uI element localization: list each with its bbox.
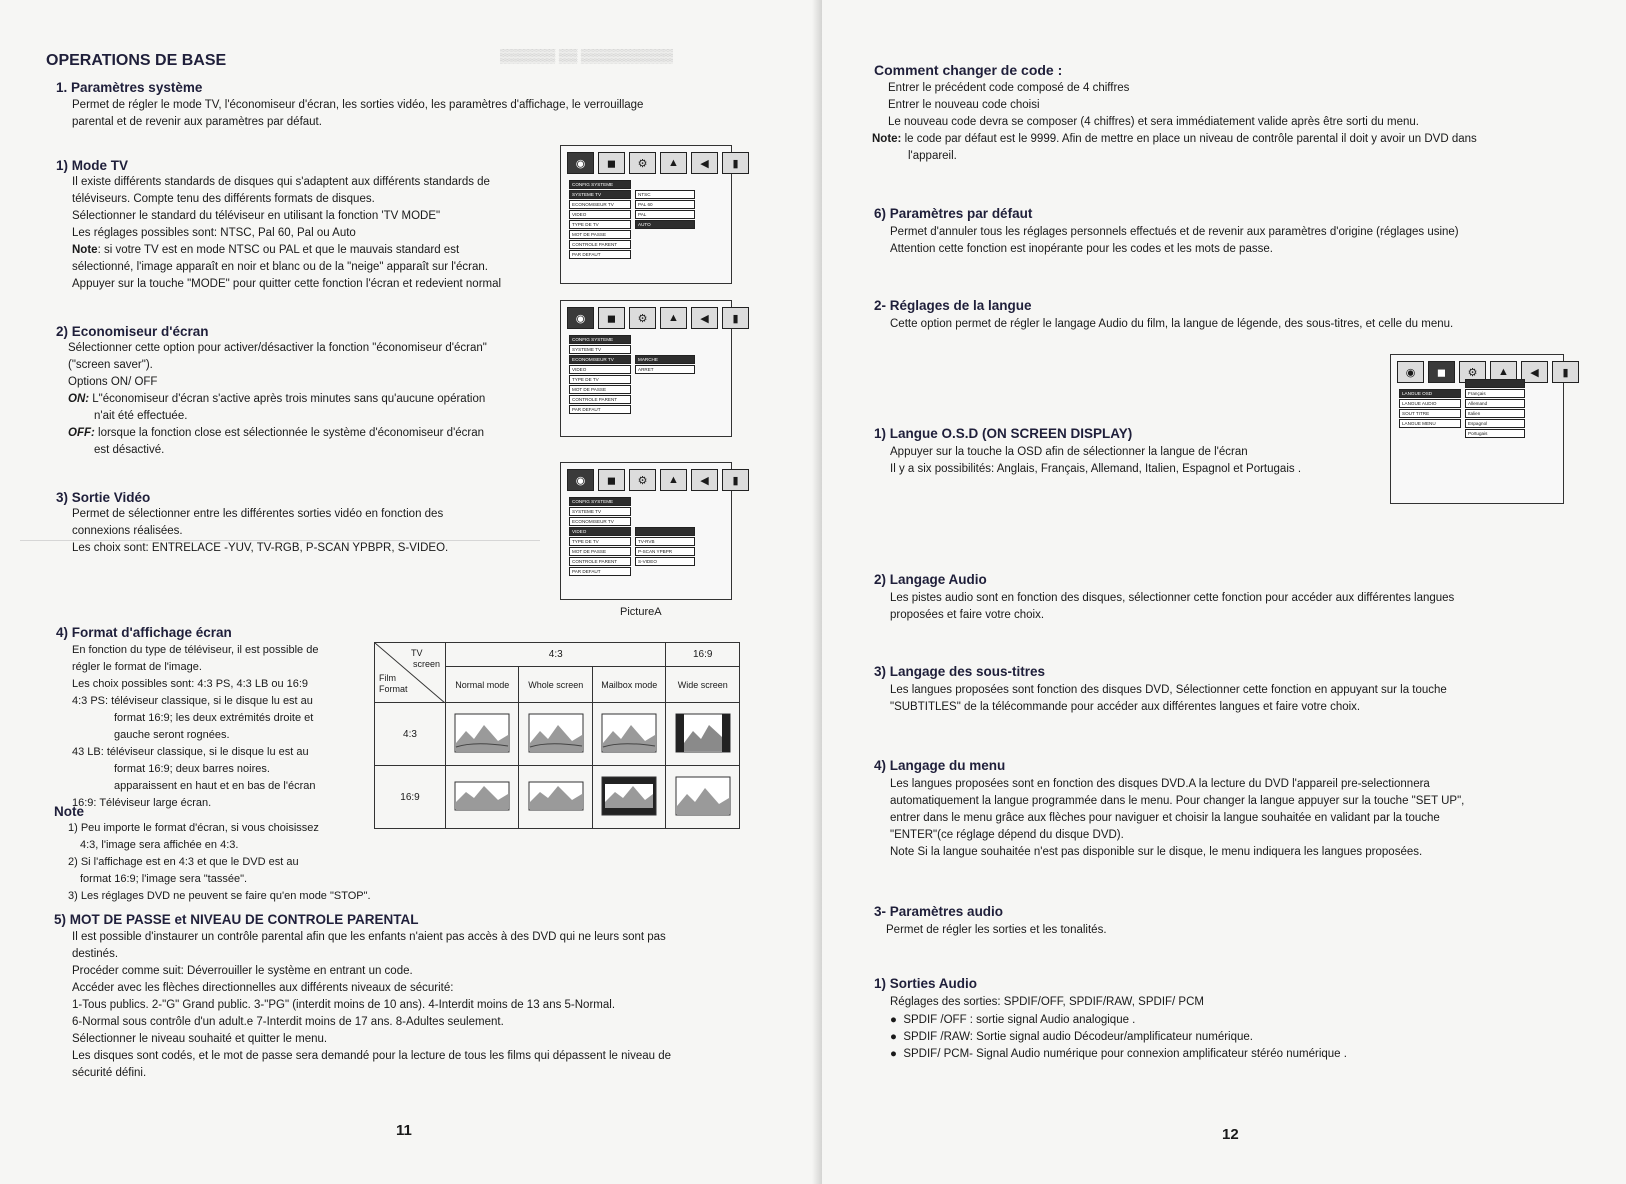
menu-row: ECONOMISEUR TV <box>569 517 631 526</box>
text-line: Procéder comme suit: Déverrouiller le système en entrant un code. <box>72 965 413 977</box>
section-body-audio-language <box>890 590 1610 624</box>
table-subheader: Normal mode <box>446 667 519 703</box>
landscape-thumbnail <box>675 776 731 816</box>
text-line: n'ait été effectuée. <box>94 410 188 422</box>
section-title-display-format: 4) Format d'affichage écran <box>56 625 232 640</box>
section-title-subtitles: 3) Langage des sous-titres <box>874 664 1046 679</box>
menu-row: LANGUE AUDIO <box>1399 399 1461 408</box>
table-subheader: Wide screen <box>666 667 740 703</box>
text-line: est désactivé. <box>94 444 165 456</box>
text-line: 3) Les réglages DVD ne peuvent se faire qu'en mode "STOP". <box>68 890 371 902</box>
section-body-display-format <box>72 642 372 812</box>
text-line: Permet de sélectionner entre les différentes sorties vidéo en fonction des <box>72 508 444 520</box>
menu-option: ARRET <box>635 365 695 374</box>
bullet-icon: ● <box>890 1014 904 1026</box>
text-line: parental et de revenir aux paramètres par défaut. <box>72 116 322 128</box>
menu-option: MARCHE <box>635 355 695 364</box>
landscape-thumbnail <box>528 713 584 753</box>
on-label: ON: <box>68 393 90 405</box>
text-line: "ENTER"(ce réglage dépend du disque DVD). <box>890 829 1124 841</box>
text-line: Le nouveau code devra se composer (4 chiffres) et sera immédiatement valide après être sorti du menu. <box>888 116 1419 128</box>
text-line: sélectionné, l'image apparaît en noir et blanc ou de la "neige" apparaît sur l'écran. <box>72 261 488 273</box>
audio-icon: ◀ <box>1521 361 1548 383</box>
text-line: ("screen saver"). <box>68 359 153 371</box>
menu-icon-bar <box>567 307 749 329</box>
landscape-thumbnail <box>528 776 584 816</box>
text-line: Sélectionner le niveau souhaité et quitter le menu. <box>72 1033 328 1045</box>
section-body-mode-tv <box>72 174 552 293</box>
section-body-language <box>890 316 1610 333</box>
page-number: 12 <box>1222 1126 1239 1143</box>
section-body-video-output <box>72 506 552 557</box>
section-title-language: 2- Réglages de la langue <box>874 298 1032 313</box>
gear-icon: ⚙ <box>629 152 656 174</box>
bleed-through: ▒▒▒▒▒▒ ▒▒ ▒▒▒▒▒▒▒▒▒▒ <box>500 48 674 63</box>
text-line: 6-Normal sous contrôle d'un adult.e 7-Interdit moins de 17 ans. 8-Adultes seulement. <box>72 1016 504 1028</box>
menu-row: TYPE DE TV <box>569 375 631 384</box>
menu-option: S-VIDEO <box>635 557 695 566</box>
menu-screenshot-video-output <box>560 462 739 600</box>
picture-caption: PictureA <box>620 606 662 618</box>
eq-icon: ▮ <box>722 307 749 329</box>
menu-row: ECONOMISEUR TV <box>569 200 631 209</box>
speaker-icon: ◼ <box>598 469 625 491</box>
menu-row: PAR DEFAUT <box>569 250 631 259</box>
text-line: Accéder avec les flèches directionnelles aux différents niveaux de sécurité: <box>72 982 454 994</box>
text-line: Note Si la langue souhaitée n'est pas disponible sur le disque, le menu indiquera les langues proposées. <box>890 846 1423 858</box>
text-line: lorsque la fonction close est sélectionnée le système d'économiseur d'écran <box>94 427 485 439</box>
gear-icon: ⚙ <box>629 469 656 491</box>
text-line: 4:3, l'image sera affichée en 4:3. <box>80 839 239 851</box>
menu-row: TYPE DE TV <box>569 220 631 229</box>
menu-option: NTSC <box>635 190 695 199</box>
picture-icon: ▲ <box>660 307 687 329</box>
text-line: Il est possible d'instaurer un contrôle parental afin que les enfants n'aient pas accès à des DVD qui ne leurs sont pas <box>72 931 666 943</box>
menu-option: PAL 60 <box>635 200 695 209</box>
text-line: Réglages des sorties: SPDIF/OFF, SPDIF/RAW, SPDIF/ PCM <box>890 996 1204 1008</box>
section-body-defaults <box>890 224 1610 258</box>
text-line: format 16:9; deux barres noires. <box>114 763 270 775</box>
corner-format-label: Format <box>379 684 408 694</box>
table-corner-cell <box>375 643 446 703</box>
thumb-cell <box>519 703 592 766</box>
menu-row: CONTROLE PARENT <box>569 395 631 404</box>
note-body <box>68 820 488 905</box>
thumb-cell <box>592 766 666 829</box>
table-header-16-9: 16:9 <box>666 643 740 667</box>
text-line: SPDIF /OFF : sortie signal Audio analogique . <box>903 1014 1136 1026</box>
note-label: Note: <box>872 133 902 145</box>
gear-icon: ⚙ <box>1459 361 1486 383</box>
table-header-4-3: 4:3 <box>446 643 666 667</box>
menu-option: Italien <box>1465 409 1525 418</box>
section-title-parental: 5) MOT DE PASSE et NIVEAU DE CONTROLE PARENTAL <box>54 912 419 927</box>
picture-icon: ▲ <box>1490 361 1517 383</box>
section-title-system: 1. Paramètres système <box>56 80 203 95</box>
table-row-header-4-3: 4:3 <box>375 703 446 766</box>
text-line: régler le format de l'image. <box>72 661 202 673</box>
menu-row: LANGUE OSD <box>1399 389 1461 398</box>
note-title: Note <box>54 804 84 819</box>
text-line: Les langues proposées sont fonction des disques DVD, Sélectionner cette fonction en appuyant sur la touche <box>890 684 1447 696</box>
text-line: Permet de régler les sorties et les tonalités. <box>886 924 1107 936</box>
text-line: L"économiseur d'écran s'active après trois minutes sans qu'aucune opération <box>89 393 486 405</box>
text-line: Les choix sont: ENTRELACE -YUV, TV-RGB, P-SCAN YPBPR, S-VIDEO. <box>72 542 449 554</box>
text-line: connexions réalisées. <box>72 525 183 537</box>
menu-row: CONTROLE PARENT <box>569 240 631 249</box>
landscape-thumbnail <box>601 713 657 753</box>
eq-icon: ▮ <box>722 152 749 174</box>
section-body-subtitles <box>890 682 1610 716</box>
speaker-icon: ◼ <box>598 152 625 174</box>
text-line: Entrer le nouveau code choisi <box>888 99 1040 111</box>
section-body-parental <box>72 929 772 1082</box>
section-body-menu-language <box>890 776 1615 861</box>
section-title-audio-params: 3- Paramètres audio <box>874 904 1004 919</box>
text-line: 2) Si l'affichage est en 4:3 et que le DVD est au <box>68 856 299 868</box>
menu-screenshot-screensaver <box>560 300 739 437</box>
menu-option: Espagnol <box>1465 419 1525 428</box>
menu-row: MOT DE PASSE <box>569 547 631 556</box>
table-subheader: Mailbox mode <box>592 667 666 703</box>
menu-row: SYSTEME TV <box>569 345 631 354</box>
menu-row: CONFIG SYSTEME <box>569 335 631 344</box>
menu-row: SYSTEME TV <box>569 190 631 199</box>
landscape-thumbnail-letterbox <box>601 776 657 816</box>
text-line: Sélectionner cette option pour activer/désactiver la fonction "économiseur d'écran" <box>68 342 487 354</box>
text-line: : si votre TV est en mode NTSC ou PAL et que le mauvais standard est <box>97 244 460 256</box>
menu-row: TYPE DE TV <box>569 537 631 546</box>
thumb-cell <box>446 703 519 766</box>
text-line: 1) Peu importe le format d'écran, si vous choisissez <box>68 822 319 834</box>
menu-option: TV-RVB <box>635 537 695 546</box>
text-line: Permet de régler le mode TV, l'économiseur d'écran, les sorties vidéo, les paramètres d'affichage, le verrouillage <box>72 99 644 111</box>
section-title-osd-language: 1) Langue O.S.D (ON SCREEN DISPLAY) <box>874 426 1133 441</box>
bullet-icon: ● <box>890 1048 904 1060</box>
menu-row: VIDEO <box>569 210 631 219</box>
text-line: l'appareil. <box>908 150 957 162</box>
gear-icon: ⚙ <box>629 307 656 329</box>
page-header: OPERATIONS DE BASE <box>46 52 227 69</box>
section-body-osd-language <box>890 444 1410 478</box>
disc-icon: ◉ <box>567 307 594 329</box>
menu-option: Portugais <box>1465 429 1525 438</box>
menu-row: MOT DE PASSE <box>569 230 631 239</box>
menu-option: Allemand <box>1465 399 1525 408</box>
menu-row: CONTROLE PARENT <box>569 557 631 566</box>
speaker-icon: ◼ <box>1428 361 1455 383</box>
speaker-icon: ◼ <box>598 307 625 329</box>
text-line: SPDIF /RAW: Sortie signal audio Décodeur/amplificateur numérique. <box>903 1031 1253 1043</box>
section-title-audio-outputs: 1) Sorties Audio <box>874 976 978 991</box>
table-row-header-16-9: 16:9 <box>375 766 446 829</box>
eq-icon: ▮ <box>722 469 749 491</box>
page-12 <box>822 0 1626 1184</box>
picture-icon: ▲ <box>660 469 687 491</box>
text-line: le code par défaut est le 9999. Afin de mettre en place un niveau de contrôle parental il doit y avoir un DVD dans <box>901 133 1477 145</box>
text-line: Il y a six possibilités: Anglais, Français, Allemand, Italien, Espagnol et Portugais . <box>890 463 1302 475</box>
text-line: Appuyer sur la touche la OSD afin de sélectionner la langue de l'écran <box>890 446 1248 458</box>
audio-icon: ◀ <box>691 469 718 491</box>
text-line: automatiquement la langue programmée dans le menu. Pour changer la langue appuyer sur la touche "SET UP", <box>890 795 1465 807</box>
text-line: 16:9: Téléviseur large écran. <box>72 797 212 809</box>
menu-option-highlight <box>635 527 695 536</box>
menu-option: P-SCAN YPBPR <box>635 547 695 556</box>
text-line: sécurité défini. <box>72 1067 147 1079</box>
menu-row: CONFIG SYSTEME <box>569 497 631 506</box>
text-line: Attention cette fonction est inopérante pour les codes et les mots de passe. <box>890 243 1273 255</box>
text-line: Entrer le précédent code composé de 4 chiffres <box>888 82 1130 94</box>
landscape-thumbnail <box>454 776 510 816</box>
menu-row: ECONOMISEUR TV <box>569 355 631 364</box>
menu-option: PAL <box>635 210 695 219</box>
section-title-audio-language: 2) Langage Audio <box>874 572 987 587</box>
landscape-thumbnail <box>454 713 510 753</box>
thumb-cell <box>666 766 740 829</box>
audio-icon: ◀ <box>691 307 718 329</box>
disc-icon: ◉ <box>567 152 594 174</box>
menu-option: AUTO <box>635 220 695 229</box>
thumb-cell <box>666 703 740 766</box>
menu-row: VIDEO <box>569 365 631 374</box>
text-line: Sélectionner le standard du téléviseur en utilisant la fonction 'TV MODE" <box>72 210 441 222</box>
menu-icon-bar <box>567 152 749 174</box>
text-line: Options ON/ OFF <box>68 376 158 388</box>
menu-row: PAR DEFAUT <box>569 567 631 576</box>
section-body-system <box>72 97 772 131</box>
table-subheader: Whole screen <box>519 667 592 703</box>
menu-row: CONFIG SYSTEME <box>569 180 631 189</box>
menu-row: VIDEO <box>569 527 631 536</box>
section-body-screensaver <box>68 340 548 459</box>
text-line: Les réglages possibles sont: NTSC, Pal 60, Pal ou Auto <box>72 227 356 239</box>
menu-row: SYSTEME TV <box>569 507 631 516</box>
section-body-change-code <box>872 80 1602 165</box>
text-line: téléviseurs. Compte tenu des différents formats de disques. <box>72 193 375 205</box>
text-line: Permet d'annuler tous les réglages personnels effectués et de revenir aux paramètres d'origine (réglages usine) <box>890 226 1459 238</box>
section-title-mode-tv: 1) Mode TV <box>56 158 129 173</box>
text-line: SPDIF/ PCM- Signal Audio numérique pour connexion amplificateur stéréo numérique . <box>903 1048 1347 1060</box>
text-line: Il existe différents standards de disques qui s'adaptent aux différents standards de <box>72 176 490 188</box>
menu-option: Français <box>1465 389 1525 398</box>
text-line: entrer dans le menu grâce aux flèches pour naviguer et choisir la langue souhaitée en validant par la touche <box>890 812 1440 824</box>
bullet-icon: ● <box>890 1031 904 1043</box>
text-line: apparaissent en haut et en bas de l'écran <box>114 780 316 792</box>
text-line: 4:3 PS: téléviseur classique, si le disque lu est au <box>72 695 313 707</box>
menu-row: PAR DEFAUT <box>569 405 631 414</box>
corner-film-label: Film <box>379 673 396 683</box>
corner-tv-label: TV <box>411 648 423 658</box>
section-body-audio-outputs <box>890 994 1610 1063</box>
text-line: 43 LB: téléviseur classique, si le disque lu est au <box>72 746 309 758</box>
menu-row: SOUT TITRE <box>1399 409 1461 418</box>
text-line: gauche seront rognées. <box>114 729 230 741</box>
text-line: Les choix possibles sont: 4:3 PS, 4:3 LB ou 16:9 <box>72 678 309 690</box>
section-body-audio-params <box>886 922 1606 939</box>
text-line: Appuyer sur la touche "MODE" pour quitter cette fonction l'écran et redevient normal <box>72 278 502 290</box>
section-title-menu-language: 4) Langage du menu <box>874 758 1006 773</box>
menu-screenshot-language <box>1390 354 1569 504</box>
text-line: "SUBTITLES" de la télécommande pour accéder aux différentes langues et faire votre choix. <box>890 701 1361 713</box>
menu-screenshot-tv-mode <box>560 145 739 284</box>
corner-screen-label: screen <box>413 659 441 669</box>
landscape-thumbnail-pillarbox <box>675 713 731 753</box>
text-line: Cette option permet de régler le langage Audio du film, la langue de légende, des sous-titres, et celle du menu. <box>890 318 1454 330</box>
menu-option-highlight <box>1465 379 1525 388</box>
text-line: destinés. <box>72 948 119 960</box>
text-line: proposées et faire votre choix. <box>890 609 1045 621</box>
text-line: format 16:9; l'image sera "tassée". <box>80 873 248 885</box>
off-label: OFF: <box>68 427 95 439</box>
text-line: 1-Tous publics. 2-"G" Grand public. 3-"PG" (interdit moins de 10 ans). 4-Interdit moins de 13 ans 5-Normal. <box>72 999 616 1011</box>
eq-icon: ▮ <box>1552 361 1579 383</box>
section-title-change-code: Comment changer de code : <box>874 62 1063 78</box>
picture-icon: ▲ <box>660 152 687 174</box>
text-line: format 16:9; les deux extrémités droite et <box>114 712 314 724</box>
thumb-cell <box>519 766 592 829</box>
text-line: En fonction du type de téléviseur, il est possible de <box>72 644 319 656</box>
thumb-cell <box>592 703 666 766</box>
disc-icon: ◉ <box>567 469 594 491</box>
disc-icon: ◉ <box>1397 361 1424 383</box>
section-title-screensaver: 2) Economiseur d'écran <box>56 324 209 339</box>
menu-row: LANGUE MENU <box>1399 419 1461 428</box>
section-title-video-output: 3) Sortie Vidéo <box>56 490 151 505</box>
section-title-defaults: 6) Paramètres par défaut <box>874 206 1033 221</box>
page-number: 11 <box>396 1122 412 1139</box>
text-line: Les langues proposées sont en fonction des disques DVD.A la lecture du DVD l'appareil pre-selectionnera <box>890 778 1430 790</box>
format-table <box>374 642 740 829</box>
text-line: Les pistes audio sont en fonction des disques, sélectionner cette fonction pour accéder aux différentes langues <box>890 592 1455 604</box>
note-label: Note <box>72 244 98 256</box>
menu-icon-bar <box>567 469 749 491</box>
menu-row: MOT DE PASSE <box>569 385 631 394</box>
audio-icon: ◀ <box>691 152 718 174</box>
text-line: Les disques sont codés, et le mot de passe sera demandé pour la lecture de tous les films qui dépassent le niveau de <box>72 1050 671 1062</box>
